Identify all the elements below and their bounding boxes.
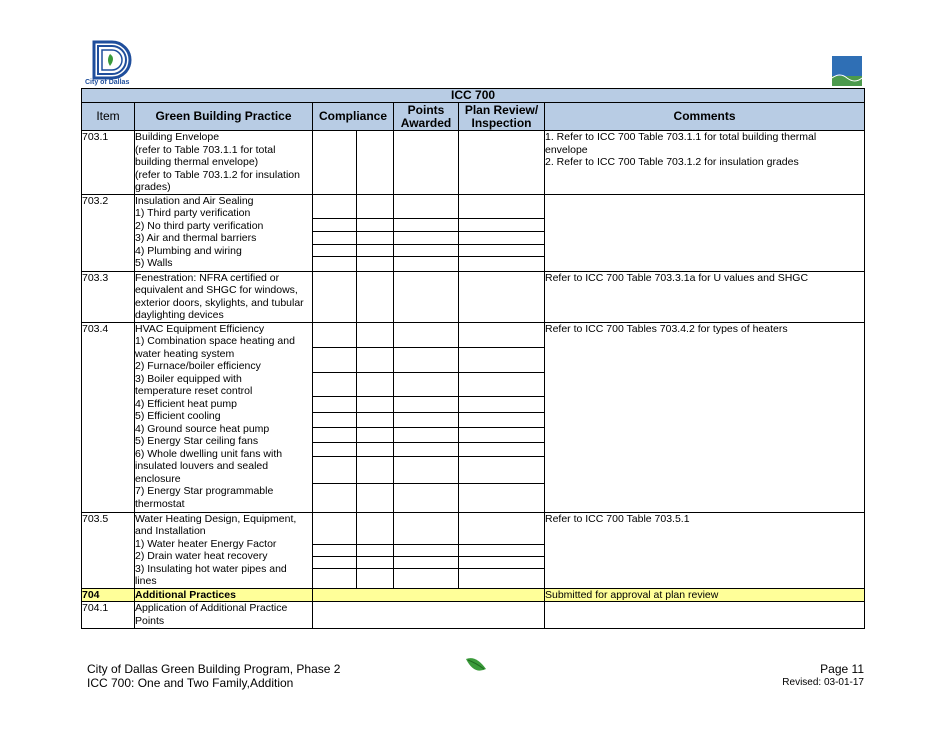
compliance-cell[interactable] [357,412,394,427]
plan-review-cell[interactable] [459,372,545,396]
col-plan-review: Plan Review/ Inspection [459,103,545,131]
comment-text: 1. Refer to ICC 700 Table 703.1.1 for total building thermal envelope 2. Refer to ICC 700 Table 703.1.2 for insulation grades [545,131,865,195]
practice-text: Water Heating Design, Equipment, and Installation 1) Water heater Energy Factor 2) Drain water heat recovery 3) Insulating hot water pipes and lines [135,512,313,588]
compliance-cell[interactable] [313,218,357,231]
compliance-cell[interactable] [313,556,357,568]
points-cell[interactable] [394,442,459,456]
item-number: 704 [82,588,135,602]
compliance-cell[interactable] [313,412,357,427]
plan-review-cell[interactable] [459,556,545,568]
points-cell[interactable] [394,244,459,256]
table-row [82,131,865,195]
compliance-cell[interactable] [357,322,394,347]
item-number: 703.5 [82,512,135,588]
compliance-cell[interactable] [313,442,357,456]
compliance-cell[interactable] [313,372,357,396]
table-row [82,194,865,218]
practice-text: Building Envelope (refer to Table 703.1.1 for total building thermal envelope) (refer to Table 703.1.2 for insulation grades) [135,131,313,195]
compliance-cell[interactable] [313,512,357,544]
compliance-cell[interactable] [357,568,394,588]
table-row [82,602,865,629]
compliance-cell[interactable] [357,131,394,195]
item-number: 703.1 [82,131,135,195]
practice-text: Additional Practices [135,588,313,602]
col-comments: Comments [545,103,865,131]
practice-text: Fenestration: NFRA certified or equivalent and SHGC for windows, exterior doors, skylights, and tubular daylighting devices [135,271,313,322]
plan-review-cell[interactable] [459,256,545,271]
points-cell[interactable] [394,256,459,271]
comment-text [545,602,865,629]
plan-review-cell[interactable] [459,231,545,244]
plan-review-cell[interactable] [459,396,545,412]
comment-text [545,194,865,271]
table-row [82,512,865,544]
points-cell[interactable] [394,194,459,218]
compliance-cell[interactable] [313,568,357,588]
item-number: 703.3 [82,271,135,322]
plan-review-cell[interactable] [459,218,545,231]
points-cell[interactable] [394,372,459,396]
practice-text: HVAC Equipment Efficiency 1) Combination space heating and water heating system 2) Furnace/boiler efficiency 3) Boiler equipped with temperature reset control 4) Efficient heat pump 5) Efficient cooling 4) Ground source heat pump 5) Energy Star ceiling fans 6) Whole dwelling unit fans with insulated louvers and sealed enclosure 7) Energy Star programmable thermostat [135,322,313,512]
plan-review-cell[interactable] [459,131,545,195]
points-cell[interactable] [394,131,459,195]
compliance-cell[interactable] [357,347,394,372]
compliance-cell[interactable] [357,372,394,396]
compliance-cell[interactable] [313,483,357,512]
comment-text: Refer to ICC 700 Tables 703.4.2 for types of heaters [545,322,865,512]
compliance-cell[interactable] [313,131,357,195]
points-cell[interactable] [394,427,459,442]
compliance-cell[interactable] [357,456,394,483]
points-cell[interactable] [394,483,459,512]
footer-program: City of Dallas Green Building Program, Phase 2 [87,662,341,676]
compliance-cell[interactable] [313,456,357,483]
plan-review-cell[interactable] [459,544,545,556]
table-title: ICC 700 [82,89,865,103]
plan-review-cell[interactable] [459,271,545,322]
compliance-cell[interactable] [357,194,394,218]
compliance-cell[interactable] [313,322,357,347]
points-cell[interactable] [394,271,459,322]
compliance-cell[interactable] [357,271,394,322]
points-cell[interactable] [394,556,459,568]
compliance-cell[interactable] [357,256,394,271]
points-cell[interactable] [394,512,459,544]
compliance-cell[interactable] [357,231,394,244]
compliance-cell[interactable] [357,396,394,412]
compliance-cell[interactable] [313,256,357,271]
points-cell[interactable] [394,456,459,483]
plan-review-cell[interactable] [459,456,545,483]
plan-review-cell[interactable] [459,322,545,347]
col-item: Item [82,103,135,131]
compliance-cell[interactable] [357,442,394,456]
compliance-cell[interactable] [313,231,357,244]
compliance-cell[interactable] [313,427,357,442]
merged-cell [313,588,545,602]
compliance-cell[interactable] [357,244,394,256]
practice-text: Insulation and Air Sealing 1) Third party verification 2) No third party verification 3) Air and thermal barriers 4) Plumbing and wiring 5) Walls [135,194,313,271]
table-row [82,322,865,347]
comment-text: Submitted for approval at plan review [545,588,865,602]
col-points: Points Awarded [394,103,459,131]
points-cell[interactable] [394,412,459,427]
compliance-cell[interactable] [357,483,394,512]
program-badge-icon [832,56,862,86]
compliance-cell[interactable] [313,396,357,412]
points-cell[interactable] [394,347,459,372]
points-cell[interactable] [394,568,459,588]
compliance-cell[interactable] [357,512,394,544]
compliance-cell[interactable] [313,271,357,322]
points-cell[interactable] [394,396,459,412]
col-practice: Green Building Practice [135,103,313,131]
plan-review-cell[interactable] [459,347,545,372]
points-cell[interactable] [394,231,459,244]
leaf-icon [464,655,488,675]
plan-review-cell[interactable] [459,244,545,256]
plan-review-cell[interactable] [459,512,545,544]
compliance-cell[interactable] [313,544,357,556]
points-cell[interactable] [394,322,459,347]
points-cell[interactable] [394,544,459,556]
plan-review-cell[interactable] [459,483,545,512]
plan-review-cell[interactable] [459,568,545,588]
compliance-cell[interactable] [357,544,394,556]
compliance-cell[interactable] [357,218,394,231]
revised-date: Revised: 03-01-17 [782,677,864,688]
comment-text: Refer to ICC 700 Table 703.3.1a for U values and SHGC [545,271,865,322]
table-row [82,588,865,602]
compliance-cell[interactable] [313,244,357,256]
practice-text: Application of Additional Practice Points [135,602,313,629]
footer-left [87,662,340,690]
compliance-cell[interactable] [357,556,394,568]
col-compliance: Compliance [313,103,394,131]
item-number: 703.4 [82,322,135,512]
footer-right [782,662,864,690]
logo-caption: City of Dallas [85,79,130,86]
icc700-table [81,88,865,629]
points-cell[interactable] [394,218,459,231]
plan-review-cell[interactable] [459,194,545,218]
page-number: Page 11 [820,662,864,676]
table-row [82,271,865,322]
item-number: 704.1 [82,602,135,629]
merged-cell[interactable] [313,602,545,629]
comment-text: Refer to ICC 700 Table 703.5.1 [545,512,865,588]
plan-review-cell[interactable] [459,412,545,427]
item-number: 703.2 [82,194,135,271]
plan-review-cell[interactable] [459,427,545,442]
compliance-cell[interactable] [357,427,394,442]
compliance-cell[interactable] [313,194,357,218]
compliance-cell[interactable] [313,347,357,372]
plan-review-cell[interactable] [459,442,545,456]
footer-standard: ICC 700: One and Two Family,Addition [87,676,294,690]
